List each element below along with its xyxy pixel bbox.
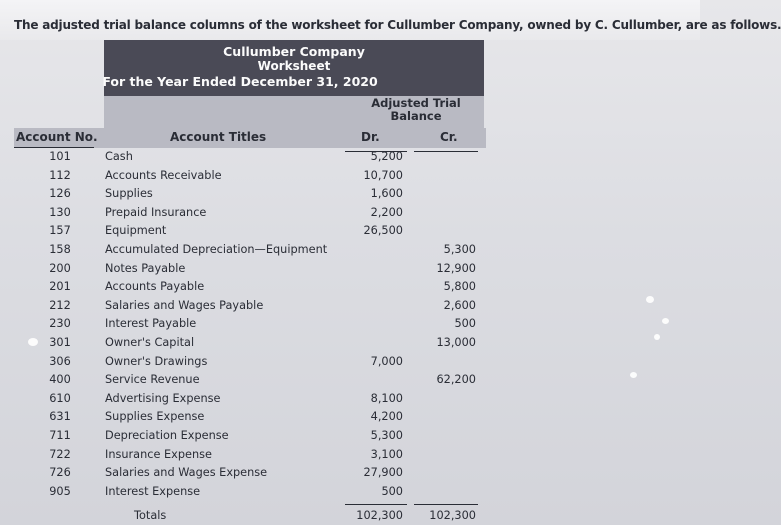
debit-amount: 8,100 <box>370 391 403 405</box>
account-number: 400 <box>49 373 71 387</box>
table-row <box>0 243 700 262</box>
adjusted-trial-balance-heading: Adjusted Trial Balance <box>371 96 461 123</box>
account-number: 726 <box>49 466 71 480</box>
account-number: 301 <box>49 336 71 349</box>
account-number: 306 <box>49 354 71 368</box>
table-row <box>0 224 700 243</box>
account-title: Prepaid Insurance <box>105 205 207 219</box>
account-number: 212 <box>49 298 71 312</box>
debit-amount: 2,200 <box>370 205 403 219</box>
company-name: Cullumber Company <box>223 44 365 59</box>
account-number: 201 <box>49 280 71 294</box>
account-number: 230 <box>49 317 71 331</box>
debit-amount: 3,100 <box>370 447 403 461</box>
account-number: 722 <box>49 447 71 461</box>
period-line: For the Year Ended December 31, 2020 <box>102 74 378 89</box>
debit-amount: 1,600 <box>370 187 403 201</box>
table-row <box>0 373 700 392</box>
credit-amount: 500 <box>454 317 476 331</box>
table-row <box>0 485 700 504</box>
account-number: 905 <box>49 484 71 498</box>
account-number: 157 <box>49 224 71 238</box>
account-title: Depreciation Expense <box>105 429 229 442</box>
account-title: Interest Expense <box>105 484 201 498</box>
debit-amount: 27,900 <box>363 466 403 480</box>
glare-dot <box>646 296 654 303</box>
table-row <box>0 410 700 429</box>
header-underline-no <box>14 147 94 148</box>
debit-amount: 500 <box>381 484 403 498</box>
account-title: Owner's Drawings <box>105 354 208 368</box>
credit-amount: 62,200 <box>436 373 476 387</box>
account-number: 130 <box>49 205 71 219</box>
debit-amount: 5,300 <box>370 429 403 442</box>
table-row <box>0 280 700 299</box>
table-row <box>0 150 700 169</box>
table-row <box>0 187 700 206</box>
account-no-header: Account No. <box>16 130 98 144</box>
account-number: 631 <box>49 410 71 424</box>
account-title: Interest Payable <box>105 317 197 331</box>
account-number: 610 <box>49 391 71 405</box>
table-row <box>0 262 700 281</box>
account-number: 200 <box>49 261 71 275</box>
glare-dot <box>662 318 669 324</box>
account-title: Accounts Payable <box>105 280 205 294</box>
debit-amount: 26,500 <box>363 224 403 238</box>
credit-amount: 5,800 <box>443 280 476 294</box>
table-row <box>0 206 700 225</box>
debit-amount: 4,200 <box>370 410 403 424</box>
credit-amount: 2,600 <box>443 298 476 312</box>
debit-amount: 7,000 <box>370 354 403 368</box>
table-row <box>0 299 700 318</box>
debit-header: Dr. <box>361 130 380 144</box>
account-number: 158 <box>49 243 71 256</box>
account-title: Owner's Capital <box>105 336 195 349</box>
account-number: 112 <box>49 168 71 182</box>
table-row <box>0 448 700 467</box>
account-number: 711 <box>49 429 71 442</box>
account-title: Notes Payable <box>105 261 186 275</box>
table-row <box>0 169 700 188</box>
account-number: 126 <box>49 187 71 201</box>
credit-amount: 5,300 <box>443 243 476 256</box>
credit-amount: 13,000 <box>436 336 476 349</box>
account-title: Salaries and Wages Payable <box>105 298 264 312</box>
total-line-cr <box>414 504 478 505</box>
table-row <box>0 466 700 485</box>
total-line-dr <box>345 504 407 505</box>
credit-header: Cr. <box>440 130 458 144</box>
totals-debit: 102,300 <box>356 509 403 522</box>
debit-amount: 10,700 <box>363 168 403 182</box>
glare-dot <box>630 372 637 378</box>
account-title: Supplies <box>105 187 153 201</box>
account-title: Accounts Receivable <box>105 168 222 182</box>
account-number: 101 <box>49 150 71 163</box>
statement-name: Worksheet <box>257 59 331 73</box>
account-title: Cash <box>105 150 133 163</box>
table-row <box>0 336 700 355</box>
account-title: Equipment <box>105 224 167 238</box>
problem-statement: The adjusted trial balance columns of the worksheet for Cullumber Company, owned by C. Cullumber, are as follows. <box>14 18 781 32</box>
debit-amount: 5,200 <box>370 150 403 163</box>
account-titles-header: Account Titles <box>170 130 267 144</box>
table-row <box>0 392 700 411</box>
account-title: Salaries and Wages Expense <box>105 466 268 480</box>
totals-label: Totals <box>134 509 167 522</box>
table-row <box>0 429 700 448</box>
account-title: Service Revenue <box>105 373 200 387</box>
worksheet-title-block <box>104 40 484 96</box>
credit-amount: 12,900 <box>436 261 476 275</box>
table-row <box>0 317 700 336</box>
account-title: Advertising Expense <box>105 391 221 405</box>
account-title: Accumulated Depreciation—Equipment <box>105 243 328 256</box>
glare-dot <box>28 338 38 346</box>
glare-dot <box>654 334 660 340</box>
account-title: Supplies Expense <box>105 410 205 424</box>
account-title: Insurance Expense <box>105 447 212 461</box>
totals-credit: 102,300 <box>429 509 476 522</box>
table-row <box>0 355 700 374</box>
